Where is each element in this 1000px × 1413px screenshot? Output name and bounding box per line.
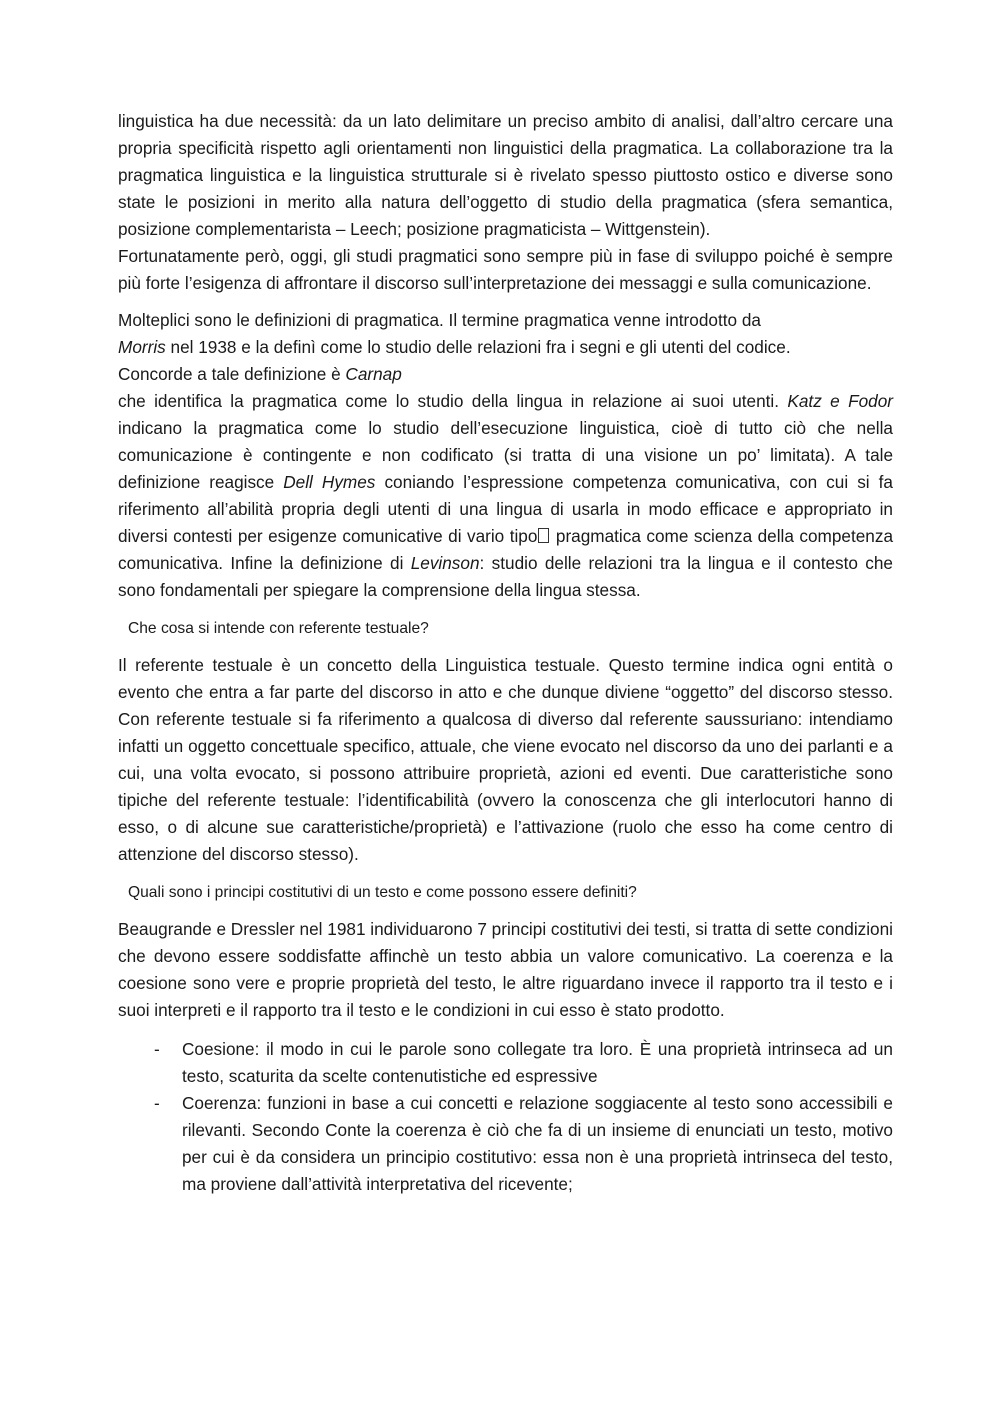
paragraph-studi-pragmatici: Fortunatamente però, oggi, gli studi pragmatici sono sempre più in fase di sviluppo poiché è sempre più forte l’esigenza di affrontare il discorso sull’interpretazione dei messaggi e sulla comunicazione. — [118, 246, 893, 293]
list-item-text: Coerenza: funzioni in base a cui concetti e relazione soggiacente al testo sono accessibili e rilevanti. Secondo Conte la coerenza è ciò che fa di un insieme di enunciati un testo, motivo per cui è da considera un principio costitutivo: essa non è una proprietà intrinseca del testo, ma proviene dall’attività interpretativa del ricevente; — [182, 1093, 893, 1194]
carnap-text: che identifica la pragmatica come lo studio della lingua in relazione ai suoi utenti. — [118, 391, 788, 411]
list-dash: - — [154, 1093, 160, 1113]
definizioni-text-c: Concorde a tale definizione è — [118, 364, 346, 384]
author-morris: Morris — [118, 337, 166, 357]
author-carnap: Carnap — [345, 364, 402, 384]
definizioni-text-a: Molteplici sono le definizioni di pragmatica. Il termine pragmatica venne introdotto da — [118, 310, 761, 330]
paragraph-beaugrande-dressler: Beaugrande e Dressler nel 1981 individuarono 7 principi costitutivi dei testi, si tratta di sette condizioni che devono essere soddisfatte affinchè un testo abbia un valore comunicativo. La coerenza e la coesione sono vere e proprie proprietà del testo, le altre riguardano invece il rapporto tra il testo e i suoi interpreti e il rapporto tra il testo e le condizioni in cui esso è stato prodotto. — [118, 919, 893, 1020]
author-dell-hymes: Dell Hymes — [283, 472, 376, 492]
list-item-coesione — [118, 1036, 893, 1090]
paragraph-pragmatica-intro: linguistica ha due necessità: da un lato delimitare un preciso ambito di analisi, dall’altro cercare una propria specificità rispetto agli orientamenti non linguistici della pragmatica. La collaborazione tra la pragmatica linguistica e la linguistica strutturale si è rivelato spesso piuttosto ostico e diverse sono state le posizioni in merito alla natura dell’oggetto di studio della pragmatica (sfera semantica, posizione complementarista – Leech; posizione pragmaticista – Wittgenstein). — [118, 111, 893, 239]
hymes-text: coniando l’espressione competenza comunicativa, con cui si fa riferimento all’abilità propria degli utenti di una lingua di usarla in modo efficace e appropriato in diversi contesti per esigenze comunicative di vario tipo — [118, 472, 893, 546]
definizioni-text-b: nel 1938 e la definì come lo studio delle relazioni fra i segni e gli utenti del codice. — [165, 337, 791, 357]
author-katz-fodor: Katz e Fodor — [787, 391, 893, 411]
katz-text: indicano la pragmatica come lo studio dell’esecuzione linguistica, cioè di tutto ciò che nella comunicazione è contingente e non codificato (si tratta di una visione un po’ limitata). A tale definizione reagisce — [118, 418, 893, 492]
levinson-text: : studio delle relazioni tra la lingua e il contesto che sono fondamentali per spiegare la comprensione della lingua stessa. — [118, 553, 893, 600]
question-referente-testuale: Che cosa si intende con referente testuale? — [128, 620, 429, 637]
missing-glyph-icon — [538, 528, 549, 543]
question-principi-costitutivi: Quali sono i principi costitutivi di un testo e come possono essere definiti? — [128, 884, 637, 901]
paragraph-definizioni — [118, 307, 893, 388]
list-item-coerenza — [118, 1090, 893, 1198]
document-page — [118, 108, 893, 1198]
scienza-text: pragmatica come scienza della competenza comunicativa. Infine la definizione di — [118, 526, 893, 573]
list-dash: - — [154, 1039, 160, 1059]
author-levinson: Levinson — [410, 553, 480, 573]
paragraph-referente-testuale: Il referente testuale è un concetto della Linguistica testuale. Questo termine indica ogni entità o evento che entra a far parte del discorso in atto e che dunque diviene “oggetto” del discorso stesso. Con referente testuale si fa riferimento a qualcosa di diverso dal referente saussuriano: intendiamo infatti un oggetto concettuale specifico, attuale, che viene evocato nel discorso da uno dei parlanti e a cui, una volta evocato, si possono attribuire proprietà, azioni ed eventi. Due caratteristiche sono tipiche del referente testuale: l’identificabilità (ovvero la conoscenza che gli interlocutori hanno di esso, o di alcune sue caratteristiche/proprietà) e l’attivazione (ruolo che esso ha come centro di attenzione del discorso stesso). — [118, 655, 893, 864]
list-item-text: Coesione: il modo in cui le parole sono collegate tra loro. È una proprietà intrinseca ad un testo, scaturita da scelte contenutistiche ed espressive — [182, 1039, 893, 1086]
principi-list — [118, 1036, 893, 1198]
paragraph-carnap-definizione — [118, 388, 893, 604]
